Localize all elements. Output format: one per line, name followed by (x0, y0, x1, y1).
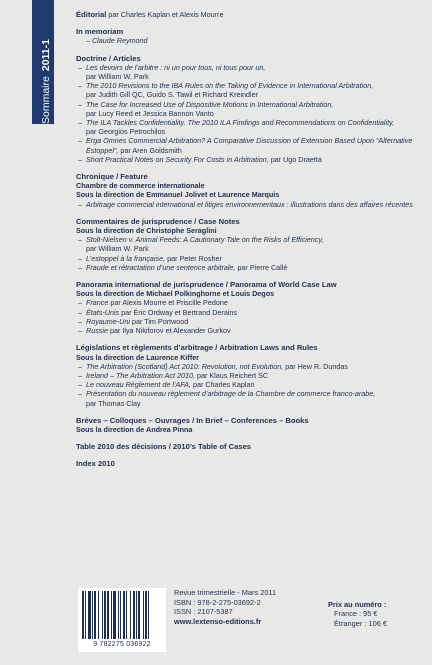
memoriam-item: – Claude Reymond (86, 36, 148, 46)
barcode-bar (113, 591, 116, 639)
memoriam-section (76, 27, 422, 45)
list-item: – États-Unis par Éric Ordway et Bertrand Derains (78, 307, 237, 317)
list-item: – The Arbitration (Scotland) Act 2010: Revolution, not Evolution, par Hew R. Dundas (78, 361, 348, 371)
list-item: – The Case for Increased Use of Dispositive Motions in International Arbitration, par Lucy Reed et Jessica Bannon Vanto (78, 99, 334, 118)
barcode-bar (148, 591, 149, 639)
isbn: ISBN : 978-2-275-03692-2 (174, 597, 261, 607)
barcode-bar (88, 591, 91, 639)
list-item: – Présentation du nouveau règlement d’arbitrage de la Chambre de commerce franco-arabe, par Thomas Clay (78, 389, 376, 408)
barcode-bar (136, 591, 137, 639)
list-item: – The 2010 Revisions to the IBA Rules on the Taking of Evidence in International Arbitration, par Judith Gill QC, Guido S. Tawil et Richard Kreindler (78, 81, 374, 100)
barcode-bar (104, 591, 106, 639)
issn: ISSN : 2107-5387 (174, 607, 233, 617)
publication-info (174, 588, 276, 626)
legislations-title: Législations et règlements d’arbitrage / Arbitration Laws and Rules (76, 343, 318, 353)
barcode-bar (126, 591, 127, 639)
breves-direction: Sous la direction de Andrea Pinna (76, 424, 193, 434)
chronique-subtitle: Chambre de commerce internationale (76, 181, 205, 191)
price-etranger: Étranger : 106 € (334, 618, 388, 628)
barcode-bar (82, 591, 84, 639)
list-item: – Ireland – The Arbitration Act 2010, par Klaus Reichert SC (78, 370, 269, 380)
barcode-bar (130, 591, 131, 639)
price-label: Prix au numéro : (328, 600, 387, 609)
barcode-bar (98, 591, 99, 639)
list-item: – The ILA Tackles Confidentiality. The 2010 ILA Findings and Recommendations on Confidentiality, par Georgios Petrochilos (78, 118, 395, 137)
panorama-title: Panorama international de jurisprudence / Panorama of World Case Law (76, 280, 337, 290)
price-block (328, 600, 387, 628)
list-item: – Short Practical Notes on Security For Costs in Arbitration, par Ugo Draetta (78, 154, 322, 164)
spine-tab (32, 0, 54, 124)
barcode-bar (123, 591, 125, 639)
barcode-bar (111, 591, 112, 639)
legislations-section (76, 343, 422, 407)
list-item: – Erga Omnes Commercial Arbitration? A Comparative Discussion of Extension Based Upon “Alternative Estoppel”, par Aren Goldsmith (78, 136, 413, 155)
chronique-title: Chronique / Feature (76, 172, 148, 182)
barcode-bar (102, 591, 103, 639)
legislations-direction: Sous la direction de Laurence Kiffer (76, 352, 200, 362)
list-item: – Stolt-Nielsen v. Animal Feeds: A Cautionary Tale on the Risks of Efficiency, par William W. Park (78, 235, 324, 254)
doctrine-section (76, 54, 422, 164)
barcode-bar (138, 591, 140, 639)
breves-section (76, 416, 422, 434)
barcode-bar (145, 591, 147, 639)
panorama-direction: Sous la direction de Michael Polkinghorne et Louis Degos (76, 289, 275, 299)
barcode-bar (118, 591, 119, 639)
barcode-bar (92, 591, 93, 639)
spine-label: Sommaire2011-1 (40, 39, 52, 124)
list-item: – Russie par Ilya Nikiforov et Alexander Gurkov (78, 326, 231, 336)
editorial-entry: Éditorial par Charles Kaplan et Alexis Mourre (76, 10, 224, 19)
barcode-bar (120, 591, 121, 639)
commentaires-title: Commentaires de jurisprudence / Case Notes (76, 216, 240, 226)
price-france: France : 95 € (334, 609, 378, 619)
list-item: – Royaume-Uni par Tim Portwood (78, 316, 189, 326)
commentaires-section (76, 217, 422, 272)
list-item: – France par Alexis Mourre et Priscille Pedone (78, 298, 228, 308)
barcode-bar (85, 591, 86, 639)
chronique-section (76, 172, 422, 209)
list-item: – Le nouveau Règlement de l’AFA, par Charles Kaplan (78, 380, 255, 390)
list-item: – Arbitrage commercial international et litiges environnementaux : illustrations dans des affaires récentes (78, 199, 413, 209)
barcode-bar (107, 591, 109, 639)
publisher-url[interactable]: www.lextenso-editions.fr (174, 616, 262, 626)
doctrine-title: Doctrine / Articles (76, 53, 141, 63)
list-item: – Fraude et rétractation d’une sentence arbitrale, par Pierre Callé (78, 262, 288, 272)
table-of-cases-title: Table 2010 des décisions / 2010’s Table of Cases (76, 442, 252, 452)
barcode-bar (133, 591, 135, 639)
memoriam-title: In memoriam (76, 27, 124, 37)
chronique-direction: Sous la direction de Emmanuel Jolivet et Laurence Marquis (76, 190, 280, 200)
commentaires-direction: Sous la direction de Christophe Seraglini (76, 226, 217, 236)
barcode-bar (94, 591, 96, 639)
barcode-bar (143, 591, 144, 639)
breves-title: Brèves – Colloques – Ouvrages / In Brief – Conferences – Books (76, 415, 309, 425)
publication-line: Revue trimestrielle - Mars 2011 (174, 588, 277, 597)
barcode-digits: 9 782275 036922 (93, 641, 151, 648)
list-item: – Les devoirs de l’arbitre : ni un pour tous, ni tous pour un, par William W. Park (78, 62, 266, 82)
index-title: Index 2010 (76, 459, 115, 469)
list-item: – L’estoppel à la française, par Peter Rosher (78, 253, 222, 263)
table-of-contents (76, 10, 422, 469)
panorama-section (76, 280, 422, 335)
publication-footer (78, 588, 418, 652)
